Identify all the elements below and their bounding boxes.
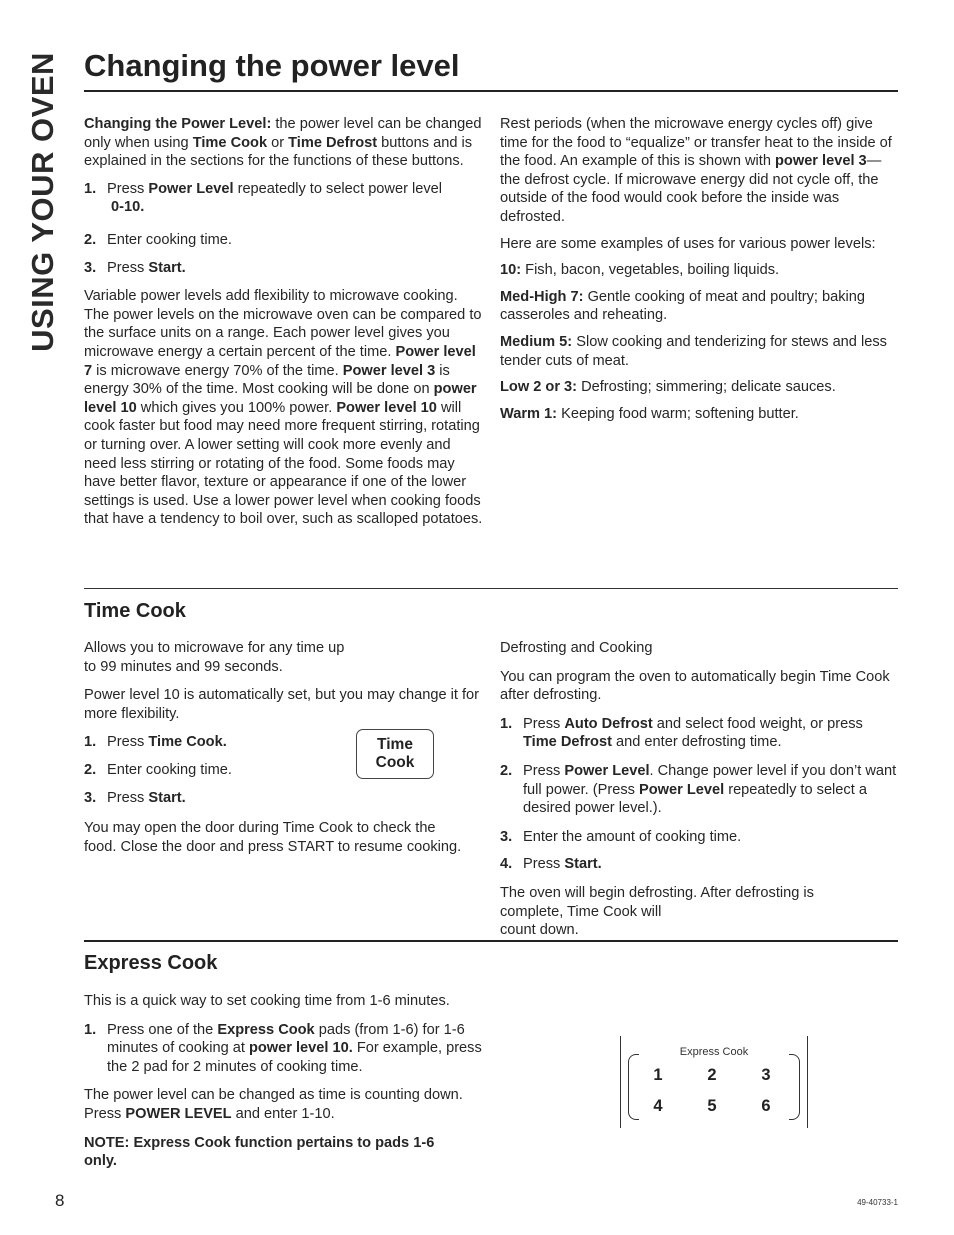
express-pad-3[interactable]: 3: [761, 1066, 771, 1084]
express-pad-6[interactable]: 6: [761, 1097, 771, 1115]
variable-text: is microwave energy 70% of the time.: [92, 362, 343, 379]
express-pad-4[interactable]: 4: [653, 1097, 663, 1115]
express-pad-5[interactable]: 5: [707, 1097, 717, 1115]
example-label: 10:: [500, 262, 522, 279]
time-cook-title: Time Cook: [84, 600, 186, 622]
power-step-1: [84, 180, 484, 217]
variable-bold: Power level 10: [336, 399, 437, 416]
example-text: Slow cooking and tenderizing for stews and less tender cuts of meat.: [500, 333, 887, 369]
example-text: Gentle cooking of meat and poultry; baking casseroles and reheating.: [500, 288, 866, 324]
step-bold: Power Level: [638, 781, 725, 798]
express-cook-intro: This is a quick way to set cooking time from 1-6 minutes.: [84, 993, 450, 1009]
panel-bracket: [628, 1054, 639, 1120]
intro-time-defrost: Time Defrost: [288, 134, 378, 151]
step-number: 2.: [84, 761, 97, 778]
step-range: 0-10.: [111, 199, 145, 216]
rest-bold: power level 3: [775, 153, 867, 170]
button-label-line: Cook: [375, 754, 415, 771]
variable-bold: Power level 7: [84, 343, 476, 379]
step-number: 2.: [84, 231, 97, 248]
button-label-line: Time: [377, 736, 413, 753]
step-text: [523, 855, 898, 874]
end-line: The oven will begin defrosting. After defrosting is complete, Time Cook will: [500, 884, 814, 920]
express-cook-column: [84, 992, 484, 1179]
step-text: Enter cooking time.: [107, 231, 232, 248]
step-text: [523, 762, 898, 818]
power-level-right-column: [500, 115, 898, 431]
rest-text: Rest periods (when the microwave energy cycles off) give time for the food to “equalize” or transfer heat to the inside of the food. An example of this is shown with: [500, 116, 892, 170]
variable-bold: power level 10: [84, 381, 477, 416]
step-bold: Express Cook: [217, 1021, 315, 1038]
step-post: repeatedly to select a desired power level.).: [523, 781, 867, 817]
power-level-intro: [84, 115, 484, 171]
power-step-2: [84, 231, 484, 250]
example-warm-1: [500, 405, 898, 424]
defrost-heading: Defrosting and Cooking: [500, 640, 653, 656]
example-med-high-7: [500, 288, 898, 325]
step-text: Enter cooking time.: [107, 761, 232, 778]
variable-power-paragraph: [84, 287, 484, 529]
express-cook-power-change: [84, 1086, 484, 1123]
time-cook-power-note: Power level 10 is automatically set, but you may change it for more flexibility.: [84, 687, 480, 722]
step-number: 1.: [500, 715, 513, 732]
title-rule: [84, 90, 898, 92]
step-pre: Press: [107, 259, 149, 276]
step-post: and enter defrosting time.: [611, 734, 782, 751]
step-pre: Press: [523, 856, 565, 873]
step-number: 1.: [84, 180, 97, 197]
document-number: 49-40733-1: [857, 1198, 898, 1207]
example-label: Medium 5:: [500, 333, 573, 350]
power-step-3: [84, 259, 484, 278]
time-cook-step-3: [84, 789, 484, 808]
step-bold: Time Defrost: [523, 734, 612, 751]
intro-time-cook: Time Cook: [192, 134, 268, 151]
step-pre: Press: [107, 789, 149, 806]
step-bold: power level 10.: [248, 1040, 353, 1057]
intro-label: Changing the Power Level:: [84, 116, 272, 132]
rest-text: —the defrost cycle. If microwave energy did not cycle off, the outside of the food would cook before the inside was defrosted.: [500, 153, 882, 225]
defrost-step-4: [500, 855, 898, 874]
step-text: [107, 180, 484, 217]
express-pad-1[interactable]: 1: [653, 1066, 663, 1084]
step-post: repeatedly to select power level: [233, 180, 443, 197]
intro-or: or: [267, 134, 289, 151]
step-text: [107, 789, 484, 808]
step-bold: Power Level: [564, 762, 650, 779]
step-text: [107, 1021, 484, 1077]
step-mid: and select food weight, or press: [652, 715, 863, 732]
example-label: Warm 1:: [500, 405, 558, 422]
step-bold: Start.: [148, 789, 186, 806]
step-pre: Press: [107, 734, 149, 751]
time-cook-intro: [84, 639, 484, 676]
variable-text: is energy 30% of the time. Most cooking will be done on: [84, 362, 450, 398]
step-pre: Press: [523, 715, 565, 732]
step-bold: Start.: [148, 259, 186, 276]
step-text: Enter the amount of cooking time.: [523, 828, 742, 845]
step-text: [107, 259, 484, 278]
step-pre: Press: [107, 180, 149, 197]
examples-intro: Here are some examples of uses for various power levels:: [500, 235, 876, 252]
defrost-step-2: [500, 762, 898, 818]
variable-text: Variable power levels add flexibility to microwave cooking. The power levels on the microwave oven can be compared to the surface units on a range. Each power level gives you microwave energy a certain percent of the time.: [84, 288, 482, 360]
power-level-left-column: [84, 115, 484, 537]
step-bold: Time Cook.: [148, 734, 227, 751]
express-pad-2[interactable]: 2: [707, 1066, 717, 1084]
intro-line: to 99 minutes and 99 seconds.: [84, 658, 283, 675]
step-number: 1.: [84, 1021, 97, 1038]
side-tab: [18, 52, 68, 352]
intro-line: Allows you to microwave for any time up: [84, 640, 345, 656]
side-tab-label: USING YOUR OVEN: [25, 52, 61, 352]
step-number: 3.: [84, 259, 97, 276]
step-bold: Power Level: [148, 180, 234, 197]
example-text: Keeping food warm; softening butter.: [557, 405, 799, 422]
step-pre: Press one of the: [107, 1021, 218, 1038]
change-text: The power level can be changed as time is counting down. Press: [84, 1087, 463, 1122]
example-10: [500, 261, 898, 280]
step-mid: pads (from 1-6) for 1-6 minutes of cooking at: [107, 1021, 465, 1057]
variable-text: which gives you 100% power.: [136, 399, 337, 416]
defrost-intro: You can program the oven to automatically begin Time Cook after defrosting.: [500, 668, 890, 704]
rest-periods-paragraph: [500, 115, 898, 227]
step-bold: Start.: [564, 856, 602, 873]
step-mid: . Change power level if you don’t want full power. (Press: [523, 762, 897, 798]
express-cook-title: Express Cook: [84, 952, 218, 974]
intro-text-end: buttons and is explained in the sections for the functions of these buttons.: [84, 134, 473, 170]
express-cook-panel-label: Express Cook: [679, 1046, 749, 1058]
express-cook-step-1: [84, 1021, 484, 1077]
variable-text: will cook faster but food may need more frequent stirring, rotating or turning over. A lower setting will cook more evenly and need less stirring or rotating of the food. Some foods may have better flavor, texture or appearance if one of the lower settings is used. Use a lower power level when cooking foods that have a tendency to boil over, such as scalloped potatoes.: [84, 399, 483, 528]
panel-bracket: [789, 1054, 800, 1120]
step-number: 1.: [84, 734, 97, 751]
variable-bold: Power level 3: [342, 362, 436, 379]
example-label: Low 2 or 3:: [500, 379, 578, 396]
example-label: Med-High 7:: [500, 288, 584, 305]
express-cook-panel: [620, 1036, 808, 1128]
time-cook-button[interactable]: [356, 729, 434, 779]
section-divider: [84, 940, 898, 942]
step-number: 3.: [84, 789, 97, 806]
step-number: 2.: [500, 762, 513, 779]
section-divider: [84, 588, 898, 589]
step-pre: Press: [523, 762, 565, 779]
end-line: count down.: [500, 922, 579, 939]
example-text: Defrosting; simmering; delicate sauces.: [577, 379, 836, 396]
example-text: Fish, bacon, vegetables, boiling liquids.: [521, 262, 780, 279]
defrost-step-3: [500, 828, 898, 847]
page-title: Changing the power level: [84, 48, 460, 83]
step-number: 4.: [500, 856, 513, 873]
page-number: 8: [55, 1191, 65, 1210]
step-bold: Auto Defrost: [564, 715, 653, 732]
step-text: [523, 715, 898, 752]
change-bold: POWER LEVEL: [125, 1105, 232, 1122]
intro-text: the power level can be changed only when using: [84, 116, 482, 151]
step-number: 3.: [500, 828, 513, 845]
express-cook-note: NOTE: Express Cook function pertains to pads 1-6 only.: [84, 1134, 435, 1170]
time-cook-door-note: You may open the door during Time Cook to check the food. Close the door and press START to resume cooking.: [84, 820, 462, 855]
change-text: and enter 1-10.: [231, 1105, 335, 1122]
time-cook-right-column: [500, 639, 898, 948]
example-medium-5: [500, 333, 898, 370]
step-post: For example, press the 2 pad for 2 minutes of cooking time.: [107, 1040, 482, 1075]
defrost-end-note: [500, 884, 860, 940]
defrost-step-1: [500, 715, 898, 752]
example-low-2-3: [500, 378, 898, 397]
